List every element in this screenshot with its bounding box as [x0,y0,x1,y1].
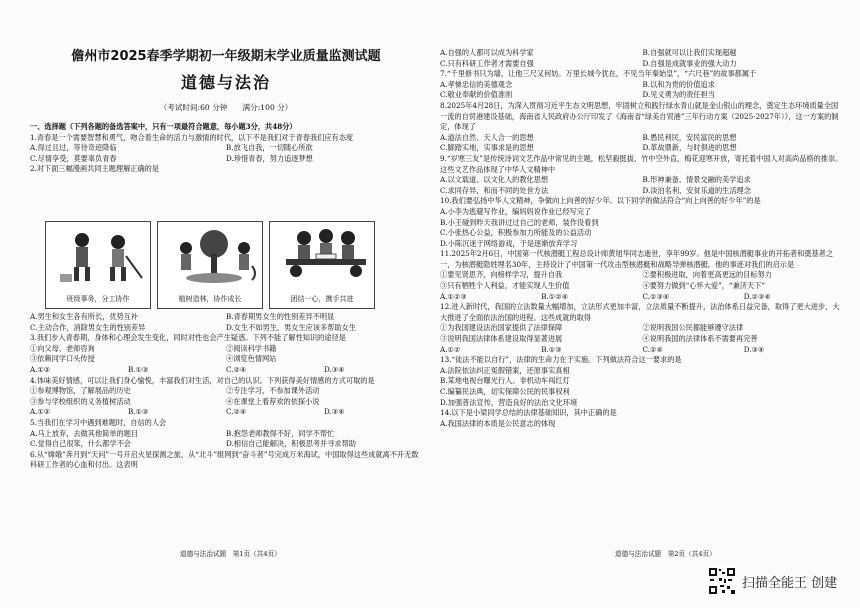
section-heading: 一、选择题（下列各题的备选答案中，只有一项最符合题意，每小题3分，共48分） [30,122,297,131]
option: C.②④ [642,344,663,354]
option: D.女生不如男生，男女生应该多帮助女生 [226,322,356,332]
option: A.道法自然、天人合一的思想 [440,132,534,142]
option: B.抱怨老师教得不好，同学不帮忙 [226,428,335,438]
statement: ①为我国建设法治国家提供了法律保障 [440,323,563,333]
question-3: 3.我们步入青春期，身体和心理会发生变化，同时对性也会产生疑惑。下列不能了解性知识的途径是 [30,333,346,343]
option: C.脚踏实地，实事求是的思想 [440,143,534,153]
question-6: 6.从“嫦娥”奔月到“天问”一号开启火星探测之旅，从“北斗”组网到“奋斗者”号完成万米海试，中国取得这些成就离不开无数科研工作者的心血和付出。这表明 [30,449,419,470]
q2-options-row2 [30,323,422,334]
option: B.小王碰到昨天我讲过过自己的老师，装作没看到 [440,217,599,227]
statement: ②要积极进取，向着更高更远的目标努力 [642,270,772,280]
option: B.①②④ [541,291,569,301]
q4-statements-row1 [30,386,422,397]
cartoon-3 [269,221,375,309]
statement: ④要努力做到“心怀大爱”，“兼济天下” [642,281,766,291]
option: B.①③ [128,407,149,417]
q1-options-row1 [30,143,422,154]
question-10: 10.我们要弘扬中华人文精神，争做向上向善的好少年。以下同学的做法符合“向上向善的好少年”的是 [440,196,761,206]
cartoon-1 [45,221,151,309]
q3-options [30,365,422,376]
q9-options-row1 [440,175,845,186]
statement: ③只有牺牲个人利益，才能实现人生价值 [440,281,570,291]
cartoon-classroom-illustration [52,226,152,286]
statement: ②专注学习，不参加课外活动 [226,386,320,396]
option: B.形神兼备、情景交融的美学追求 [642,175,751,185]
option: A.我国法律的本质是公民意志的体现 [440,418,556,428]
page-footer-1: 道德与法治试题 第1页（共4页） [180,550,281,558]
option: D.③④ [324,407,345,417]
q8-options-row1 [440,133,845,144]
question-1: 1.青春是一个需要智慧和勇气，吻合着生命的活力与激情的时代，以下不是我们对于青春我们应有态度 [30,132,354,142]
option: D.小陈沉迷于网络游戏，于是逐渐放弃学习 [440,238,578,248]
option: A.以文载道、以文化人的教化思想 [440,175,549,185]
exam-info: （考试时间:60 分钟 满分:100 分） [159,103,293,112]
option: D.相信自己能解决，积极思考并寻求帮助 [226,439,356,449]
q12-statements-row2 [440,334,845,345]
option: C.②④ [226,407,247,417]
question-9: 9.“岁寒三友”是传统诗词文艺作品中常见的主题，松坚毅挺拔、竹中空外直，梅花迎寒开放，寄托着中国人对高尚品格的推崇。这些文艺作品体现了中华人文精神中 [440,153,843,174]
option: B.愚民利民，安民富民的思想 [642,132,737,142]
left-questions-bottom [30,312,422,471]
statement: ③参与学校组织的义务植树活动 [30,396,131,406]
question-11: 11.2025年2月6日，中国第一代核潜艇工程总设计师黄旭华同志逝世，享年99岁。他是中国核潜艇事业的开拓者和奠基者之一，为核潜艇隐姓埋名30年，主持设计了中国第一代攻击型核潜艇和战略导弹核潜艇。他的事迹对我们的启示是 [440,249,834,269]
cartoon-caption: 植树造林，协作成长 [178,295,242,304]
right-questions [440,48,845,429]
option: C.主动合作，消除男女生的性别差异 [30,322,146,332]
statement: ④在课堂上看荐欢的依探小说 [226,396,320,406]
statement: ①要见贤思齐，向榜样学习，提升自我 [440,270,563,280]
scanner-watermark [708,567,837,595]
option: D.珍惜青春，努力追逐梦想 [226,153,313,163]
option: D.③④ [324,364,345,374]
option: B.放飞自我，一切随心所欲 [226,143,313,153]
left-questions-top [30,122,422,175]
question-4: 4.体味美好情感，可以让我们身心愉悦，丰富我们对生活，对自己的认识。下列获得美好情感的方式可取的是 [30,375,375,385]
option: D.见义勇为的责任担当 [642,90,715,100]
q8-options-row2 [440,143,845,154]
option: D.加强普法宣传，营造良好的法治文化环境 [440,397,578,407]
option: A.小李为逃避写作业，编妈妈说作业已经写完了 [440,206,592,216]
q11-options [440,292,845,303]
question-5: 5.当我们在学习中遇到难题时，自信的人会 [30,417,167,427]
q7-options-row1 [440,80,845,91]
statement: ③说明我国法律体系建设取得显著进展 [440,334,563,344]
option: A.①②③ [440,291,467,301]
option: C.敬业奉献的价值准则 [440,90,513,100]
statement: ②阅读科学书籍 [226,343,277,353]
page-footer-2: 道德与法治试题 第2页（共4页） [615,550,716,558]
option: C.尽情享受，莫要辜负青春 [30,153,117,163]
option: C.只有科研工作者才需要自强 [440,58,534,68]
q1-options-row2 [30,154,422,165]
q4-statements-row2 [30,397,422,408]
q12-statements-row1 [440,323,845,334]
question-7: 7.“千里修书只为墙，让他三尺又何妨。万里长城今犹在，不见当年秦始皇”，“六尺巷”的故事都属于 [440,69,757,79]
option: C.觉得自己很笨，什么都学不会 [30,439,131,449]
option: C.编纂民法典，切实保障公民的民事权利 [440,387,570,396]
option: C.小张热心公益，积极参加力所能及的公益活动 [440,228,592,238]
cartoon-2 [157,221,263,309]
q5-options-row2 [30,439,422,450]
option: D.③④ [743,344,765,354]
option: A.自强的人都可以成为科学家 [440,48,534,57]
statement: ①参观博物馆，了解展品的历史 [30,386,131,396]
option: B.自强就可以让我们实现超越 [642,48,737,57]
q3-statements-row2 [30,354,422,365]
option: A.马上放弃，去做其他简单的题目 [30,428,139,438]
scanner-watermark-text: 扫描全能王 创建 [742,575,838,591]
q9-options-row2 [440,186,845,197]
statement: ④说明我国的法律体系不需要再完善 [642,334,758,344]
statement: ③依赖同学口头传授 [30,354,95,364]
option: C.求同存异，和而不同的处世方法 [440,185,549,195]
option: A.法院依法纠正冤假错案，还原事实真相 [440,365,570,375]
option: A.孝悌忠信的美德观念 [440,79,513,89]
group-study-illustration [276,226,376,286]
option: D.淡泊名利、安贫乐道的生活理念 [642,185,751,195]
q7-options-row2 [440,90,845,101]
q11-statements-row2 [440,281,845,292]
cartoon-caption: 团结一心，携手共进 [290,295,354,304]
option: B.青春期男女生的性别差异不明显 [226,312,335,321]
option: A.得过且过，等待奇迹降临 [30,143,117,153]
q11-statements-row1 [440,270,845,281]
q5-options-row1 [30,429,422,440]
q6-options-row2 [440,59,845,70]
option: C.①③④ [642,291,670,301]
option: B.①③ [541,344,562,354]
option: B.某地电视台曝光行人、非机动车闯红灯 [440,376,570,386]
statement: ④浏览色情网站 [226,354,277,364]
qr-code-icon [708,567,736,595]
q4-options [30,407,422,418]
cartoon-caption: 班级事务，分工协作 [66,295,130,304]
q3-statements-row1 [30,344,422,355]
subject-title: 道德与法治 [180,73,271,92]
cartoon-row [45,221,375,309]
option: D.革故鼎新，与时俱进的思想 [642,143,737,153]
q6-options-row1 [440,48,845,59]
option: B.以和为贵的价值追求 [642,79,715,89]
option: A.①② [30,364,51,374]
statement: ①向父母、老师咨询 [30,343,95,353]
q12-options [440,345,845,356]
exam-title: 儋州市2025春季学期初一年级期末学业质量监测试题 [71,49,381,64]
question-8: 8.2025年4月28日，为深入贯彻习近平生态文明思想，牢固树立和践行绿水青山就是金山银山的理念，奠定生态环境质量全国一流的自贸港建设基础，海南省人民政府办公厅印发了《海南省“绿美自贸港”三年行动方案（2025-2027年）》，这一方案的制定，体现了 [440,100,839,132]
option: A.①② [440,344,461,354]
q2-options-row1 [30,312,422,323]
question-14: 14.以下是小梁同学总结的法律基础知识，其中正确的是 [440,408,617,418]
option: A.①② [30,407,51,417]
question-12: 12.进入新时代，我国的立法数量大幅增加，立法形式更加丰富，立法质量不断提升，法治体系日益完备，取得了更大进步，大大推进了全面依法治国的进程。这些成就的取得 [440,302,840,322]
option: B.①③ [128,364,149,374]
option: D.②③④ [743,291,771,301]
question-13: 13.“徒法不能以自行”，法律的生命力在于实施。下列做法符合这一要求的是 [440,355,682,365]
statement: ②说明我国公民都能够遵守法律 [642,323,744,333]
option: C.②④ [226,364,247,374]
tree-planting-illustration [164,226,264,286]
option: D.自强是成就事业的强大动力 [642,58,737,68]
question-2: 2.对下面三幅漫画共同主题理解正确的是 [30,164,160,174]
option: A.男生和女生各有所长，优势互补 [30,312,139,321]
